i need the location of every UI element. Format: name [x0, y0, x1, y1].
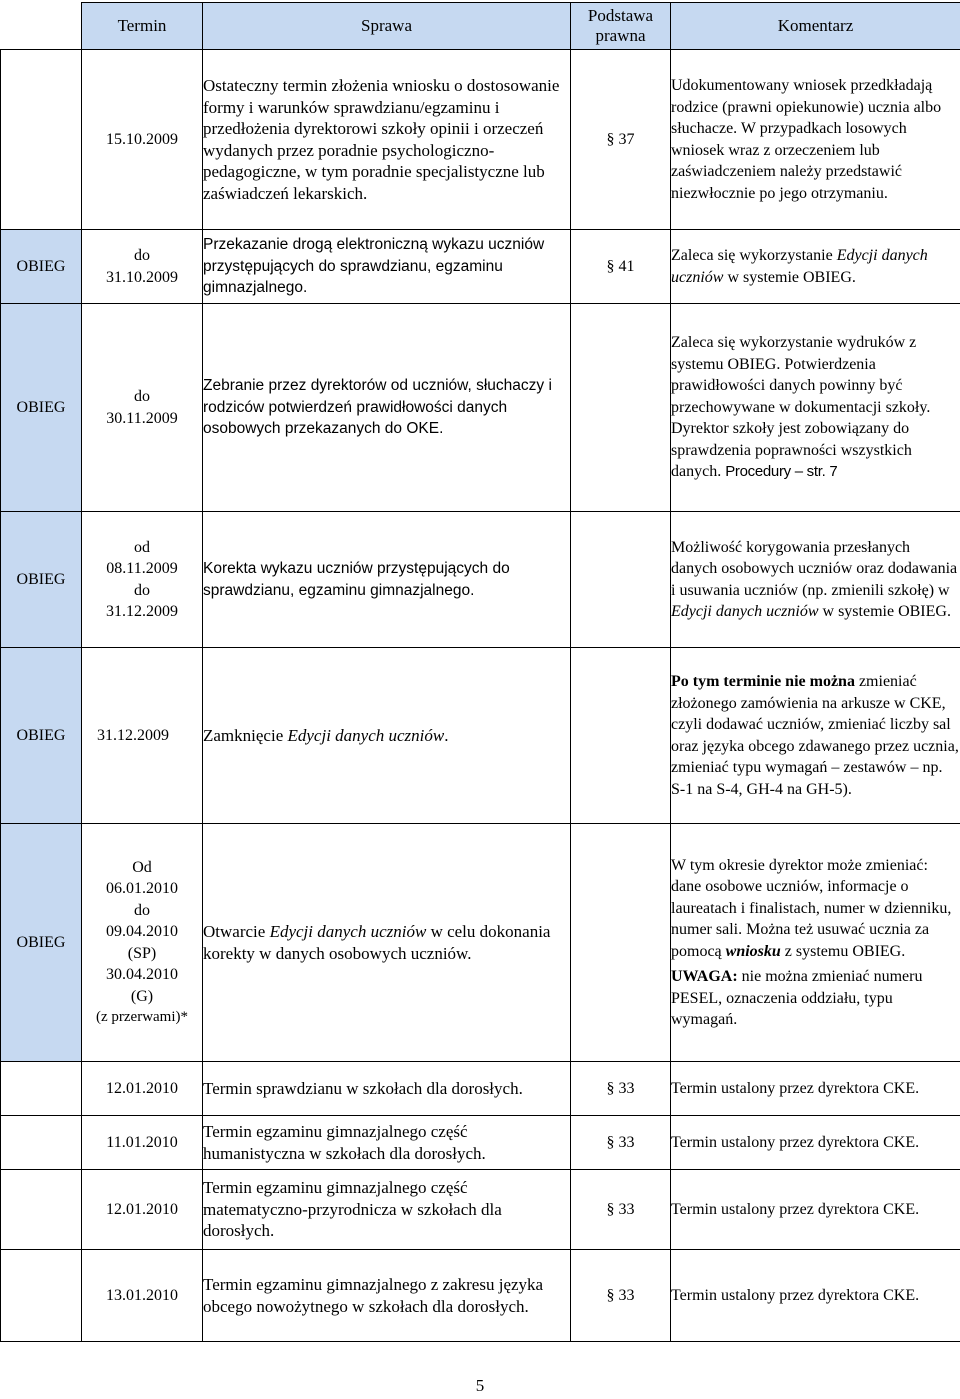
system-cell: OBIEG: [1, 230, 82, 304]
page-number: 5: [475, 1376, 485, 1395]
term-cell: [82, 512, 203, 648]
table-row: [1, 230, 960, 304]
text-run: Edycji danych uczniów: [671, 247, 928, 286]
term-cell: [82, 1170, 203, 1250]
text-run: Edycji danych uczniów: [671, 603, 819, 620]
comment-cell: [671, 1116, 960, 1170]
matter-paragraph: [203, 75, 570, 204]
header-podstawa-line-2: prawna: [595, 26, 646, 45]
text-run: w systemie OBIEG.: [818, 603, 951, 620]
schedule-table: [0, 2, 960, 1342]
text-run: Termin egzaminu gimnazjalnego z zakresu języka obcego nowożytnego w szkołach dla dorosłych.: [203, 1275, 544, 1316]
term-line: 31.10.2009: [106, 268, 178, 286]
term-cell: [82, 1250, 203, 1342]
table-row: [1, 1170, 960, 1250]
header-komentarz: Komentarz: [671, 3, 960, 50]
table-row: [1, 50, 960, 230]
matter-paragraph: [203, 558, 570, 601]
legal-basis-cell: [571, 512, 671, 648]
term-line: 06.01.2010: [106, 880, 178, 897]
comment-paragraph: [671, 245, 960, 288]
comment-paragraph: [671, 75, 960, 204]
text-run: Możliwość korygowania przesłanych danych osobowych uczniów oraz dodawania i usuwania uczniów (np. zmienili szkołę) w: [671, 538, 958, 599]
text-run: Zaleca się wykorzystanie wydruków z systemu OBIEG. Potwierdzenia prawidłowości danych powinny być przechowywane w dokumentacji szkoły. Dyrektor szkoły jest zobowiązany do sprawdzenia poprawności wszystkich danych.: [671, 334, 931, 481]
text-run: Termin ustalony przez dyrektora CKE.: [671, 1286, 920, 1304]
comment-cell: [671, 824, 960, 1062]
term-line: 13.01.2010: [106, 1286, 178, 1304]
text-run: wniosku: [725, 942, 781, 960]
header-sprawa: Sprawa: [203, 3, 571, 50]
comment-paragraph: [671, 855, 960, 963]
system-cell: [1, 1116, 82, 1170]
comment-paragraph: [671, 1199, 960, 1221]
legal-basis-cell: § 33: [571, 1250, 671, 1342]
system-cell: OBIEG: [1, 824, 82, 1062]
matter-paragraph: [203, 1274, 570, 1317]
table-row: [1, 512, 960, 648]
comment-cell: [671, 1250, 960, 1342]
term-line: 15.10.2009: [106, 130, 178, 148]
matter-cell: [203, 1250, 571, 1342]
comment-cell: [671, 230, 960, 304]
text-run: Procedury – str. 7: [725, 463, 838, 481]
term-line: Od: [132, 858, 152, 876]
matter-cell: [203, 824, 571, 1062]
term-line: (SP): [127, 944, 157, 962]
term-line: do: [134, 247, 150, 264]
header-system-blank: [1, 3, 82, 50]
system-cell: [1, 1250, 82, 1342]
matter-paragraph: [203, 725, 570, 747]
legal-basis-cell: § 41: [571, 230, 671, 304]
comment-paragraph: [671, 537, 960, 623]
matter-paragraph: [203, 375, 570, 440]
header-podstawa: [571, 3, 671, 50]
comment-cell: [671, 304, 960, 512]
matter-cell: [203, 512, 571, 648]
legal-basis-cell: [571, 648, 671, 824]
table-row: [1, 1116, 960, 1170]
comment-paragraph: [671, 1132, 960, 1154]
term-line: 31.12.2009: [97, 726, 169, 744]
matter-cell: [203, 1062, 571, 1116]
matter-paragraph: [203, 1177, 570, 1242]
term-cell: [82, 304, 203, 512]
text-run: w celu dokonania korekty w danych osobowych uczniów.: [203, 922, 551, 963]
table-row: [1, 824, 960, 1062]
text-run: Termin ustalony przez dyrektora CKE.: [671, 1133, 920, 1151]
legal-basis-cell: [571, 824, 671, 1062]
term-cell: [82, 50, 203, 230]
header-row: [1, 3, 960, 50]
legal-basis-cell: § 33: [571, 1062, 671, 1116]
text-run: Termin sprawdzianu w szkołach dla dorosłych.: [203, 1078, 523, 1098]
header-podstawa-line-1: Podstawa: [587, 6, 654, 25]
matter-cell: [203, 648, 571, 824]
schedule-body: [1, 50, 960, 1342]
term-line: do: [134, 388, 150, 405]
text-run: Termin ustalony przez dyrektora CKE.: [671, 1200, 920, 1218]
term-cell: [82, 824, 203, 1062]
system-cell: [1, 50, 82, 230]
term-line: 09.04.2010: [106, 923, 178, 940]
term-cell: [82, 648, 203, 824]
table-row: [1, 304, 960, 512]
text-run: Po tym terminie nie można: [671, 673, 855, 690]
term-line: 31.12.2009: [106, 603, 178, 620]
system-cell: OBIEG: [1, 304, 82, 512]
comment-paragraph: [671, 1078, 960, 1100]
comment-cell: [671, 648, 960, 824]
matter-paragraph: [203, 1078, 570, 1100]
term-line: od: [134, 538, 150, 556]
matter-paragraph: [203, 921, 570, 964]
term-line: 30.11.2009: [106, 409, 178, 427]
text-run: Zebranie przez dyrektorów od uczniów, słuchaczy i rodziców potwierdzeń prawidłowości danych osobowych przekazanych do OKE.: [203, 377, 552, 438]
header-termin: Termin: [82, 3, 203, 50]
comment-cell: [671, 512, 960, 648]
matter-paragraph: [203, 1121, 570, 1164]
matter-paragraph: [203, 234, 570, 299]
term-line: (G): [130, 987, 154, 1005]
matter-cell: [203, 230, 571, 304]
text-run: Termin egzaminu gimnazjalnego część humanistyczna w szkołach dla dorosłych.: [203, 1122, 486, 1163]
system-cell: [1, 1170, 82, 1250]
text-run: zmieniać złożonego zamówienia na arkusze w CKE, czyli dodawać uczniów, zmieniać liczby sal oraz języka obcego zdawanego przez ucznia, zmieniać typu wymagań – zestawów – np. S-1 na S-4, GH-4 na GH-5).: [671, 673, 959, 798]
term-line: 12.01.2010: [106, 1079, 178, 1097]
text-run: Udokumentowany wniosek przedkładają rodzice (prawni opiekunowie) ucznia albo słuchacze. W przypadkach losowych wniosek wraz z orzeczeniem lub zaświadczeniem należy przedstawić niezwłocznie po jego otrzymaniu.: [671, 77, 942, 202]
text-run: Zaleca się wykorzystanie: [671, 247, 837, 264]
text-run: Przekazanie drogą elektroniczną wykazu uczniów przystępujących do sprawdzianu, egzaminu gimnazjalnego.: [203, 236, 545, 297]
matter-cell: [203, 304, 571, 512]
system-cell: OBIEG: [1, 512, 82, 648]
term-line: do: [134, 901, 150, 919]
comment-paragraph: [671, 332, 960, 483]
text-run: Termin egzaminu gimnazjalnego część matematyczno-przyrodnicza w szkołach dla dorosłych.: [203, 1178, 502, 1241]
matter-cell: [203, 1116, 571, 1170]
table-row: [1, 1250, 960, 1342]
legal-basis-cell: § 33: [571, 1170, 671, 1250]
text-run: Termin ustalony przez dyrektora CKE.: [671, 1079, 920, 1097]
text-run: UWAGA:: [671, 968, 738, 985]
text-run: Ostateczny termin złożenia wniosku o dostosowanie formy i warunków sprawdzianu/egzaminu i przedłożenia dyrektorowi szkoły opinii i orzeczeń wydanych przez poradnie psychologiczno-pedagogiczne, w tym poradnie specjalistyczne lub zaświadczeń lekarskich.: [203, 76, 560, 203]
text-run: Edycji danych uczniów: [287, 725, 445, 745]
text-run: .: [444, 725, 449, 745]
text-run: nie można zmieniać numeru PESEL, oznaczenia oddziału, typu wymagań.: [671, 968, 923, 1028]
term-cell: [82, 1062, 203, 1116]
text-run: z systemu OBIEG.: [780, 942, 906, 960]
term-line: 12.01.2010: [106, 1200, 178, 1218]
matter-cell: [203, 50, 571, 230]
table-row: [1, 648, 960, 824]
legal-basis-cell: § 37: [571, 50, 671, 230]
text-run: Otwarcie: [203, 922, 270, 941]
system-cell: [1, 1062, 82, 1116]
term-line: (z przerwami)*: [95, 1009, 189, 1025]
legal-basis-cell: § 33: [571, 1116, 671, 1170]
comment-paragraph: [671, 671, 960, 800]
term-cell: [82, 1116, 203, 1170]
comment-cell: [671, 1062, 960, 1116]
comment-cell: [671, 50, 960, 230]
text-run: Korekta wykazu uczniów przystępujących do sprawdzianu, egzaminu gimnazjalnego.: [203, 560, 510, 599]
comment-paragraph: [671, 1285, 960, 1307]
text-run: Edycji danych uczniów: [269, 922, 427, 941]
term-line: do: [134, 581, 150, 599]
text-run: Zamknięcie: [203, 725, 288, 745]
legal-basis-cell: [571, 304, 671, 512]
term-line: 11.01.2010: [106, 1133, 178, 1151]
system-cell: OBIEG: [1, 648, 82, 824]
term-line: 30.04.2010: [106, 966, 178, 983]
table-row: [1, 1062, 960, 1116]
matter-cell: [203, 1170, 571, 1250]
text-run: W tym okresie dyrektor może zmieniać: dane osobowe uczniów, informacje o laureatach i finalistach, numer w dzienniku, numer sali. Można też usuwać ucznia za pomocą: [671, 856, 952, 960]
comment-paragraph: [671, 966, 960, 1031]
term-cell: [82, 230, 203, 304]
term-line: 08.11.2009: [106, 560, 178, 577]
comment-cell: [671, 1170, 960, 1250]
text-run: w systemie OBIEG.: [723, 268, 856, 286]
